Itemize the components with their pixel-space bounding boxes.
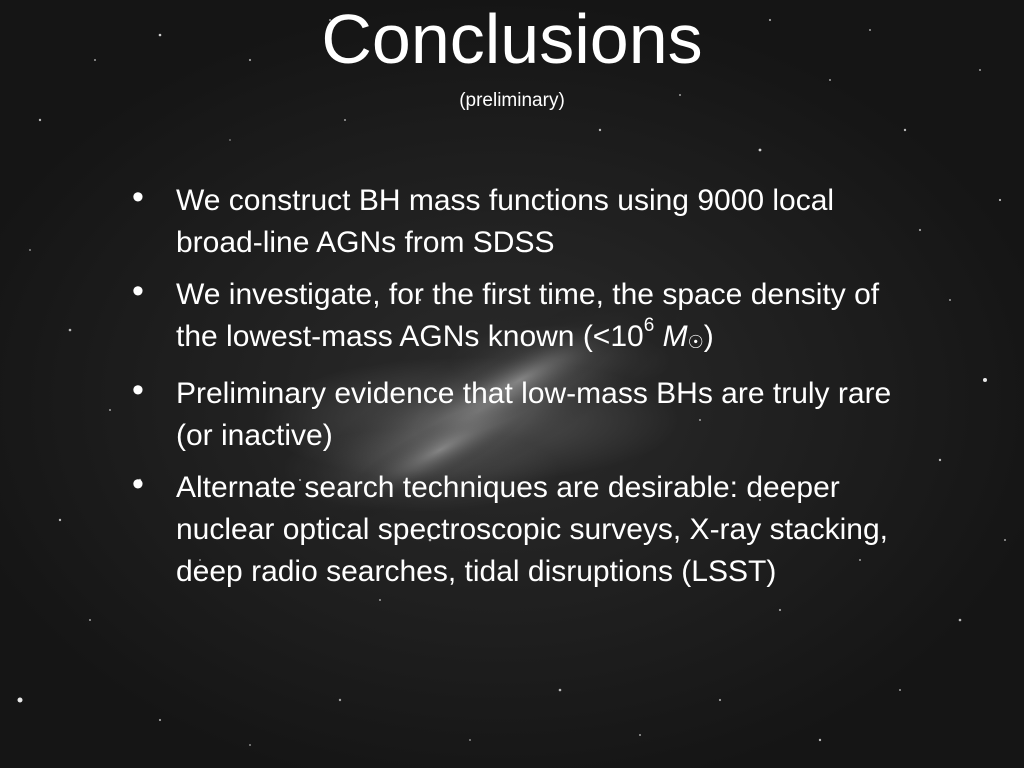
bullet-text: We investigate, for the first time, the space density of the lowest-mass AGNs known (<10 bbox=[176, 278, 880, 353]
bullet-dot-icon: • bbox=[132, 465, 144, 503]
bullet-dot-icon: • bbox=[132, 371, 144, 409]
bullet-text: We construct BH mass functions using 9000 local broad-line AGNs from SDSS bbox=[176, 184, 835, 259]
mass-symbol: M bbox=[662, 320, 688, 353]
slide-subtitle: (preliminary) bbox=[459, 90, 565, 111]
bullet-item bbox=[130, 467, 900, 593]
bullet-dot-icon: • bbox=[132, 272, 144, 310]
sun-symbol-icon: ☉ bbox=[687, 332, 704, 352]
bullet-text: Preliminary evidence that low-mass BHs are truly rare (or inactive) bbox=[176, 377, 892, 452]
bullet-dot-icon: • bbox=[132, 178, 144, 216]
exponent: 6 bbox=[643, 314, 655, 336]
bullet-item bbox=[130, 180, 900, 264]
bullet-item bbox=[130, 274, 900, 363]
conclusions-list bbox=[130, 180, 900, 603]
slide-title: Conclusions bbox=[321, 0, 703, 78]
bullet-text-closing: ) bbox=[703, 320, 714, 353]
bullet-item bbox=[130, 373, 900, 457]
bullet-text: Alternate search techniques are desirable: deeper nuclear optical spectroscopic surveys, X-ray stacking, deep radio searches, tidal disruptions (LSST) bbox=[176, 471, 888, 588]
